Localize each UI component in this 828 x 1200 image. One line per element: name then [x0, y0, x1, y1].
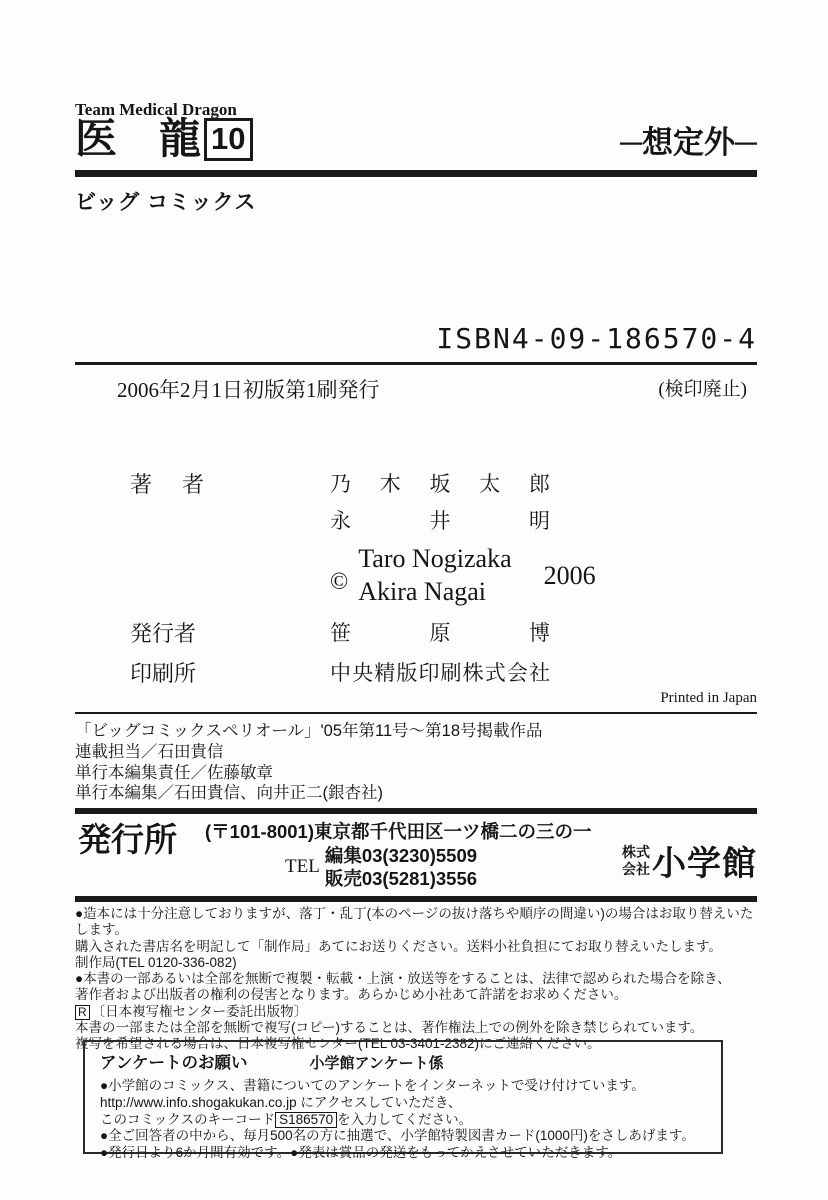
publisher-telephone — [285, 845, 592, 890]
keycode-pre-text: このコミックスのキーコード — [100, 1111, 276, 1127]
serialization-credits — [75, 721, 757, 804]
author-label-spacer — [130, 505, 330, 535]
survey-keycode-line — [100, 1112, 711, 1129]
series-english-title: Team Medical Dragon — [75, 100, 237, 119]
company-type-stack — [622, 844, 650, 876]
copy-center-note: 〔日本複写権センター委託出版物〕 — [91, 1003, 308, 1019]
survey-url-line: http://www.info.shogakukan.co.jp にアクセスしていただき、 — [100, 1094, 462, 1110]
survey-header — [100, 1049, 711, 1073]
survey-line: ●小学館のコミックス、書籍についてのアンケートをインターネットで受け付けています。 — [100, 1078, 645, 1093]
printer-label: 印刷所 — [130, 661, 197, 686]
title-divider-rule — [75, 170, 757, 177]
publisher-address: (〒101-8001)東京都千代田区一ツ橋二の三の一 — [205, 821, 592, 842]
survey-line: ●全ご回答者の中から、毎月500名の方に抽選で、小学館特製図書カード(1000円)をさしあげます。 — [100, 1128, 695, 1144]
survey-addressee: 小学館アンケート係 — [309, 1055, 444, 1072]
notice-line: 購入された書店名を明記して「制作局」あてにお送りください。送料小社負担にてお取り替えいたします。 — [75, 938, 722, 954]
tel-numbers — [325, 845, 477, 890]
keycode-post-text: を入力してください。 — [337, 1111, 473, 1127]
credits-divider-rule — [75, 808, 757, 814]
author-label: 著者 — [130, 472, 204, 497]
publisher-person-row — [75, 617, 757, 648]
edition-row — [75, 374, 757, 404]
printer-name: 中央精版印刷株式会社 — [330, 661, 550, 685]
book-subtitle: ─想定外─ — [620, 125, 757, 160]
credit-line: 単行本編集／石田貴信、向井正二(銀杏社) — [75, 784, 383, 803]
credit-line: 連載担当／石田貴信 — [75, 742, 224, 761]
company-name: 小学館 — [652, 845, 757, 883]
page-content — [75, 0, 757, 1200]
survey-body — [100, 1078, 711, 1162]
survey-title: アンケートのお願い — [100, 1054, 248, 1072]
author-name-1: 乃木坂太郎 — [330, 472, 550, 496]
survey-line: ●発行日より6か月間有効です。●発表は賞品の発送をもってかえさせていただきます。 — [100, 1145, 622, 1161]
tel-editorial: 編集03(3230)5509 — [324, 845, 478, 867]
printed-divider-rule — [75, 712, 757, 714]
notice-line: ●造本には十分注意しておりますが、落丁・乱丁(本のページの抜け落ちや順序の間違い)の場合はお取り替えいたします。 — [75, 906, 754, 938]
copyright-name-1: Taro Nogizaka — [358, 544, 512, 573]
volume-number-box: 10 — [204, 118, 252, 161]
isbn-divider-rule — [75, 362, 757, 365]
inspection-seal-note: (検印廃止) — [658, 379, 747, 400]
title-line — [75, 117, 757, 162]
publishing-house-label: 発行所 — [78, 821, 177, 858]
tel-label: TEL — [285, 856, 320, 878]
tel-sales: 販売03(5281)3556 — [324, 867, 478, 889]
book-title-kanji: 医 龍 — [75, 115, 202, 163]
credit-line: 単行本編集責任／佐藤敏章 — [75, 763, 273, 782]
registered-copy-mark-icon: R — [75, 1005, 90, 1020]
copyright-block — [330, 543, 757, 609]
notice-line: 制作局(TEL 0120-336-082) — [75, 954, 237, 970]
copyright-name-2: Akira Nagai — [358, 576, 487, 606]
edition-date: 2006年2月1日初版第1刷発行 — [117, 378, 380, 402]
publisher-person-name: 笹原博 — [330, 621, 550, 645]
author-row-2 — [75, 505, 757, 535]
author-row — [75, 468, 757, 499]
imprint-label: ビッグ コミックス — [75, 191, 257, 214]
notice-line-r — [75, 1004, 757, 1020]
isbn-number: ISBN4-09-186570-4 — [436, 322, 757, 355]
notice-line: 著作者および出版者の権利の侵害となります。あらかじめ小社あて許諾をお求めください。 — [75, 987, 628, 1003]
notice-line: 本書の一部または全部を無断で複写(コピー)することは、著作権法上での例外を除き禁じられています。 — [75, 1020, 704, 1036]
notice-line: ●本書の一部あるいは全部を無断で複製・転載・上演・放送等をすることは、法律で認められた場合を除き、 — [75, 971, 731, 987]
copyright-icon: © — [330, 569, 349, 596]
printer-row — [75, 657, 757, 688]
survey-request-box — [83, 1040, 723, 1161]
copyright-year: 2006 — [543, 560, 596, 590]
publisher-person-label: 発行者 — [130, 621, 197, 646]
notice-line: 複写を希望される場合は、日本複写権センター(TEL 03-3401-2382)にご連絡ください。 — [75, 1036, 601, 1052]
book-title — [75, 117, 253, 161]
publisher-logo-text — [622, 836, 757, 885]
keycode-box: S186570 — [275, 1112, 337, 1128]
publisher-contact — [205, 820, 592, 890]
credit-line: 「ビッグコミックスペリオール」'05年第11号～第18号掲載作品 — [75, 722, 543, 740]
publishing-house-block — [75, 820, 757, 890]
author-name-2: 永井明 — [330, 509, 550, 533]
legal-notices — [75, 906, 757, 1053]
publisher-divider-rule — [75, 896, 757, 902]
company-type-top: 株式 — [622, 844, 650, 861]
copyright-names — [358, 543, 511, 609]
company-type-bottom: 会社 — [622, 860, 650, 877]
printed-in-japan: Printed in Japan — [660, 690, 757, 706]
